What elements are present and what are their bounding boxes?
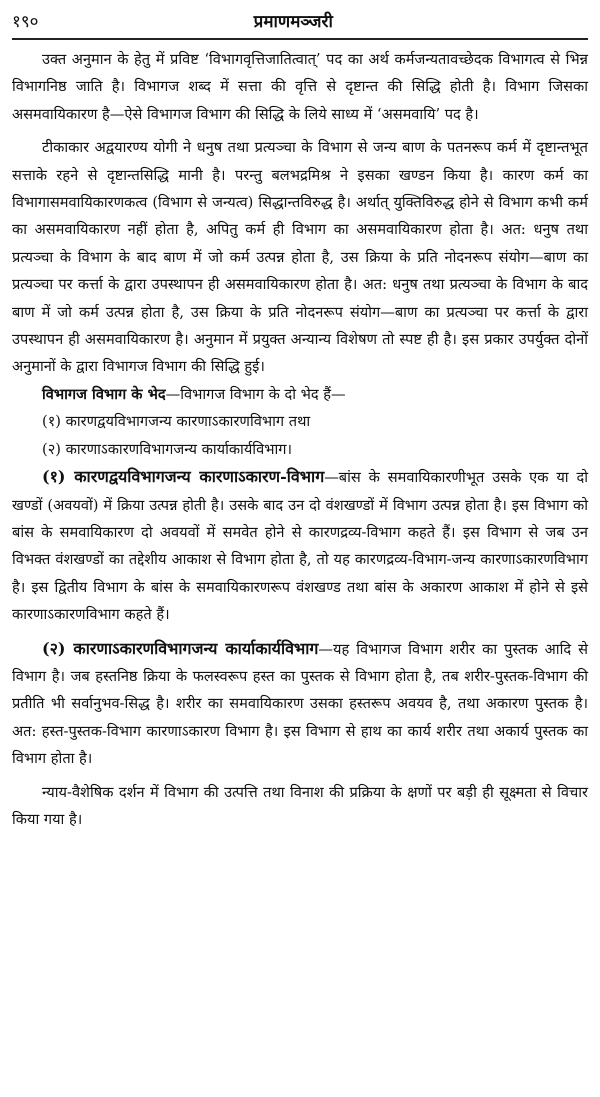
header-rule <box>12 38 588 40</box>
list-item-2: (२) कारणाऽकारणविभागजन्य कार्याकार्यविभाग। <box>42 440 292 458</box>
section-heading-1: (१) कारणद्वयविभागजन्य कारणाऽकारण-विभाग <box>42 467 325 487</box>
paragraph-6: न्याय-वैशेषिक दर्शन में विभाग की उत्पत्ति तथा विनाश की प्रक्रिया के क्षणों पर बड़ी ही सूक्ष्मता से विचार किया गया है। <box>12 783 588 828</box>
section-2-text: —यह विभागज विभाग शरीर का पुस्तक आदि से विभाग है। जब हस्तनिष्ठ क्रिया के फलस्वरूप हस्त का पुस्तक से विभाग होता है, तब शरीर-पुस्तक-विभाग की प्रतीति भी सर्वानुभव-सिद्ध है। शरीर का समवायिकारण उसका हस्तरूप अवयव है, तथा अकारण पुस्तक है। अत: हस्त-पुस्तक-विभाग कारणाऽकारण विभाग है। इस विभाग से हाथ का कार्य शरीर तथा अकार्य पुस्तक का विभाग होता है। <box>12 640 588 768</box>
page-number: १९० <box>12 12 39 32</box>
page-header <box>12 10 588 32</box>
paragraph-5 <box>12 635 588 773</box>
list-item-1: (१) कारणद्वयविभागजन्य कारणाऽकारणविभाग तथा <box>42 413 311 431</box>
book-title: प्रमाणमञ्जरी <box>253 12 333 32</box>
section-heading-2: (२) कारणाऽकारणविभागजन्य कार्याकार्यविभाग <box>42 638 319 658</box>
paragraph-2: टीकाकार अद्वयारण्य योगी ने धनुष तथा प्रत्यञ्चा के विभाग से जन्य बाण के पतनरूप कर्म में दृष्टान्तभूत सत्ताके रहने से दृष्टान्तसिद्धि मानी है। परन्तु बलभद्रमिश्र ने इसका खण्डन किया है। कारण कर्म का विभागासमवायिकारणकत्व (विभाग से जन्यत्व) सिद्धान्तविरुद्ध है। अर्थात् युक्तिविरुद्ध होने से विभाग कभी कर्म का असमवायिकारण नहीं होता है, अपितु कर्म ही विभाग का असमवायिकारण होता है। अत: धनुष तथा प्रत्यञ्चा के विभाग के बाद बाण में जो कर्म उत्पन्न होता है, उस क्रिया के प्रति नोदनरूप संयोग—बाण का प्रत्यञ्चा पर कर्त्ता के द्वारा उपस्थापन ही असमवायिकारण होता है। अत: धनुष तथा प्रत्यञ्चा के विभाग के बाद बाण में जो कर्म उत्पन्न होता है, उस क्रिया के प्रति नोदनरूप संयोग—बाण का प्रत्यञ्चा पर कर्त्ता के द्वारा उपस्थापन ही असमवायिकारण है। अनुमान में प्रयुक्त अन्यान्य विशेषण तो स्पष्ट ही है। इस प्रकार उपर्युक्त दोनों अनुमानों के द्वारा विभागज विभाग की सिद्धि हुई। <box>12 139 588 376</box>
section-heading-types-text: —विभागज विभाग के दो भेद हैं— <box>165 385 346 403</box>
section-heading-types: विभागज विभाग के भेद <box>42 385 166 403</box>
paragraph-1: उक्त अनुमान के हेतु में प्रविष्ट ‘विभागवृत्तिजातित्वात्’ पद का अर्थ कर्मजन्यतावच्छेदक विभागत्व से भिन्न विभागनिष्ठ जाति है। विभागज शब्द में सत्ता की वृत्ति से दृष्टान्त की सिद्धि होती है। विभाग जिसका असमवायिकारण है—ऐसे विभागज विभाग की सिद्धि के लिये साध्य में ‘असमवायि’ पद है। <box>12 51 588 123</box>
section-1-text: —बांस के समवायिकारणीभूत उसके एक या दो खण्डों (अवयवों) में क्रिया उत्पन्न होती है। उसके बाद उन दो वंशखण्डों में विभाग उत्पन्न होता है। इस विभाग को बांस के समवायिकारण दो अवयवों में समवेत होने से कारणद्रव्य-विभाग कहते हैं। इस विभाग से जब उन विभक्त वंशखण्डों का तद्देशीय आकाश से विभाग होता है, तो यह कारणद्रव्य-विभाग-जन्य कारणाऽकारणविभाग है। इस द्वितीय विभाग के बांस के समवायिकारणरूप वंशखण्ड तथा बांस के अकारण आकाश में होने से इसे कारणाऽकारणविभाग कहते हैं। <box>12 469 588 624</box>
paragraph-4 <box>12 463 588 628</box>
paragraph-3 <box>12 381 588 408</box>
